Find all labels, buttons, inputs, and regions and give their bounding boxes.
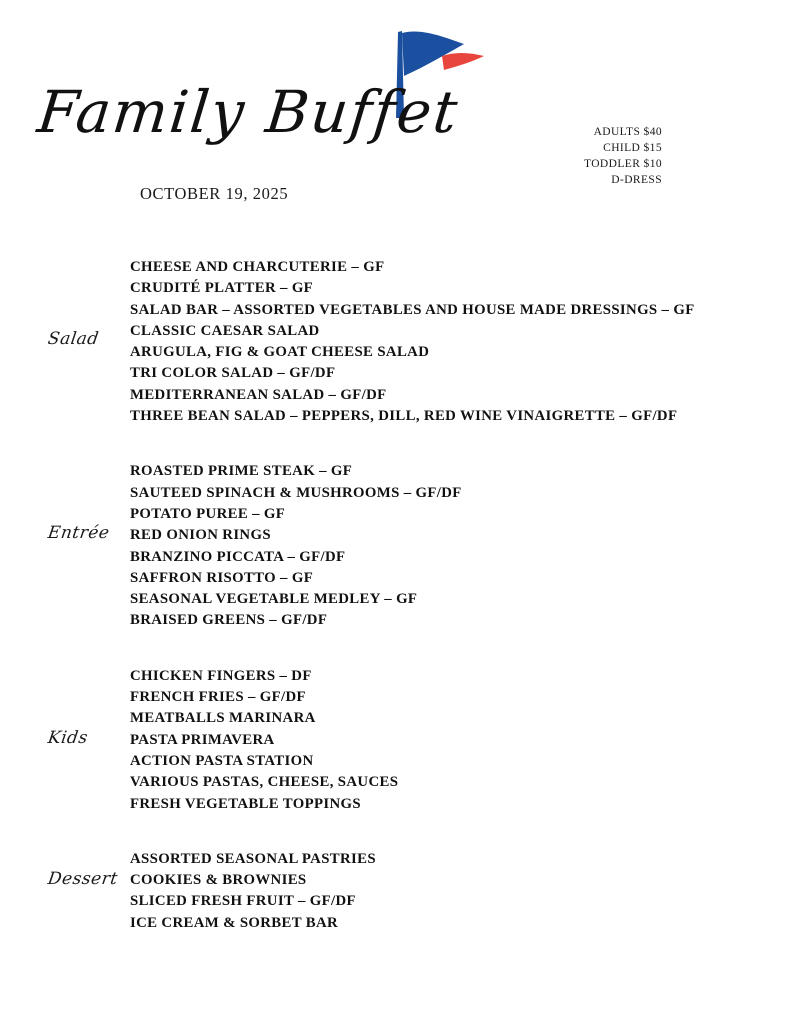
section-items-dessert: [130, 849, 800, 934]
menu-item: ACTION PASTA STATION: [130, 752, 314, 769]
menu-item: SLICED FRESH FRUIT – GF/DF: [130, 893, 356, 910]
menu-item: SAUTEED SPINACH & MUSHROOMS – GF/DF: [130, 484, 462, 501]
menu-item: RED ONION RINGS: [130, 527, 271, 544]
menu-item: ASSORTED SEASONAL PASTRIES: [130, 850, 376, 867]
pricing-toddler: TODDLER $10: [584, 158, 662, 170]
menu-item: SAFFRON RISOTTO – GF: [130, 569, 314, 586]
pricing-block: [584, 124, 662, 188]
section-items-entree: [130, 461, 800, 631]
section-items-salad: [130, 257, 800, 427]
menu-header: [0, 0, 800, 215]
menu-item: FRESH VEGETABLE TOPPINGS: [130, 795, 361, 812]
pricing-child: CHILD $15: [603, 142, 662, 154]
menu-item: ICE CREAM & SORBET BAR: [130, 914, 339, 931]
menu-section-entree: [0, 461, 800, 631]
section-label-dessert: Dessert: [46, 868, 120, 889]
menu-body: [0, 257, 800, 934]
menu-item: MEATBALLS MARINARA: [130, 710, 316, 727]
menu-item: ARUGULA, FIG & GOAT CHEESE SALAD: [130, 344, 430, 361]
menu-item: CHICKEN FINGERS – DF: [130, 667, 312, 684]
menu-section-salad: [0, 257, 800, 427]
menu-item: PASTA PRIMAVERA: [130, 731, 275, 748]
menu-item: CRUDITÉ PLATTER – GF: [130, 280, 314, 297]
menu-item: THREE BEAN SALAD – PEPPERS, DILL, RED WINE VINAIGRETTE – GF/DF: [130, 408, 678, 425]
event-date: OCTOBER 19, 2025: [140, 184, 289, 203]
menu-item: COOKIES & BROWNIES: [130, 872, 307, 889]
menu-item: CHEESE AND CHARCUTERIE – GF: [130, 259, 385, 275]
menu-item: MEDITERRANEAN SALAD – GF/DF: [130, 386, 387, 403]
pricing-adults: ADULTS $40: [593, 126, 662, 138]
section-label-entree: Entrée: [46, 523, 111, 544]
menu-item: SEASONAL VEGETABLE MEDLEY – GF: [130, 591, 418, 608]
menu-item: VARIOUS PASTAS, CHEESE, SAUCES: [130, 774, 399, 791]
menu-item: SALAD BAR – ASSORTED VEGETABLES AND HOUSE MADE DRESSINGS – GF: [130, 301, 695, 318]
section-label-kids: Kids: [46, 727, 90, 748]
menu-item: BRAISED GREENS – GF/DF: [130, 612, 328, 629]
menu-item: BRANZINO PICCATA – GF/DF: [130, 548, 346, 565]
section-items-kids: [130, 666, 800, 815]
section-label-salad: Salad: [46, 329, 101, 349]
menu-section-kids: [0, 666, 800, 815]
dress-code: D-DRESS: [611, 174, 662, 186]
menu-item: POTATO PUREE – GF: [130, 505, 286, 522]
menu-item: FRENCH FRIES – GF/DF: [130, 689, 306, 706]
menu-item: TRI COLOR SALAD – GF/DF: [130, 365, 336, 382]
page-title: Family Buffet: [34, 78, 463, 146]
menu-section-dessert: [0, 849, 800, 934]
menu-item: CLASSIC CAESAR SALAD: [130, 322, 320, 339]
menu-item: ROASTED PRIME STEAK – GF: [130, 463, 353, 480]
